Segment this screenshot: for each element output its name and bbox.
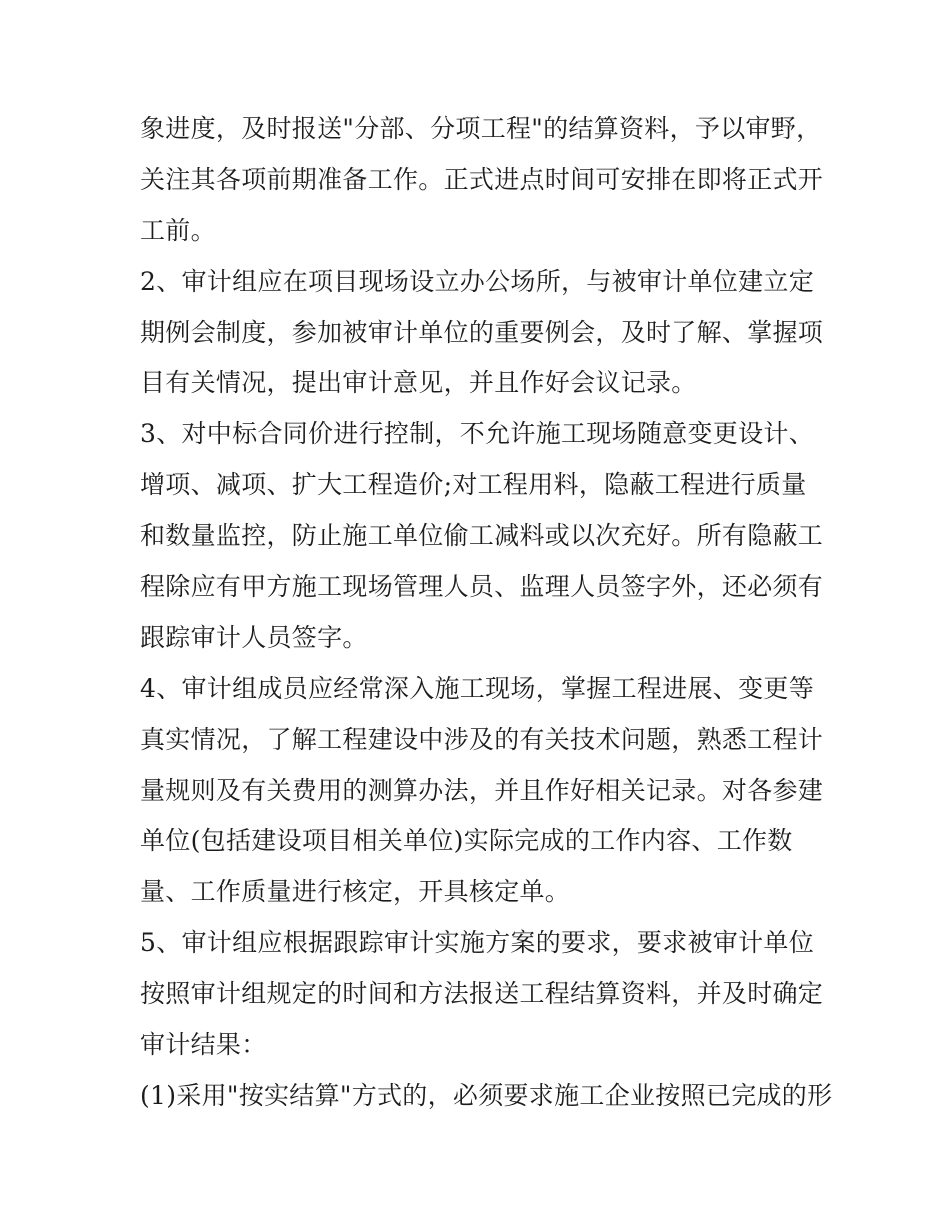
text-line: (1)采用"按实结算"方式的，必须要求施工企业按照已完成的形 — [140, 1080, 833, 1110]
text-line: 和数量监控，防止施工单位偷工减料或以次充好。所有隐蔽工 — [140, 521, 824, 551]
text-line: 单位(包括建设项目相关单位)实际完成的工作内容、工作数 — [140, 826, 793, 856]
text-line: 目有关情况，提出审计意见，并且作好会议记录。 — [140, 368, 697, 398]
text-line: 跟踪审计人员签字。 — [140, 622, 368, 652]
text-line: 真实情况，了解工程建设中涉及的有关技术问题，熟悉工程计 — [140, 724, 824, 754]
text-line: 量、工作质量进行核定，开具核定单。 — [140, 877, 571, 907]
text-line: 程除应有甲方施工现场管理人员、监理人员签字外，还必须有 — [140, 572, 824, 602]
text-line: 5、审计组应根据跟踪审计实施方案的要求，要求被审计单位 — [140, 928, 815, 958]
text-line: 象进度，及时报送"分部、分项工程"的结算资料，予以审野， — [140, 114, 822, 143]
text-line: 3、对中标合同价进行控制，不允许施工现场随意变更设计、 — [140, 419, 815, 449]
text-line: 量规则及有关费用的测算办法，并且作好相关记录。对各参建 — [140, 775, 824, 805]
text-line: 审计结果： — [140, 1030, 267, 1060]
text-line: 按照审计组规定的时间和方法报送工程结算资料，并及时确定 — [140, 979, 824, 1009]
body-text — [140, 104, 833, 1122]
text-line: 期例会制度，参加被审计单位的重要例会，及时了解、掌握项 — [140, 317, 824, 347]
text-line: 增项、减项、扩大工程造价;对工程用料，隐蔽工程进行质量 — [140, 470, 807, 500]
text-line: 4、审计组成员应经常深入施工现场，掌握工程进展、变更等 — [140, 673, 815, 703]
text-line: 工前。 — [140, 215, 216, 245]
text-line: 关注其各项前期准备工作。正式进点时间可安排在即将正式开 — [140, 164, 824, 194]
text-line: 2、审计组应在项目现场设立办公场所，与被审计单位建立定 — [140, 266, 815, 296]
